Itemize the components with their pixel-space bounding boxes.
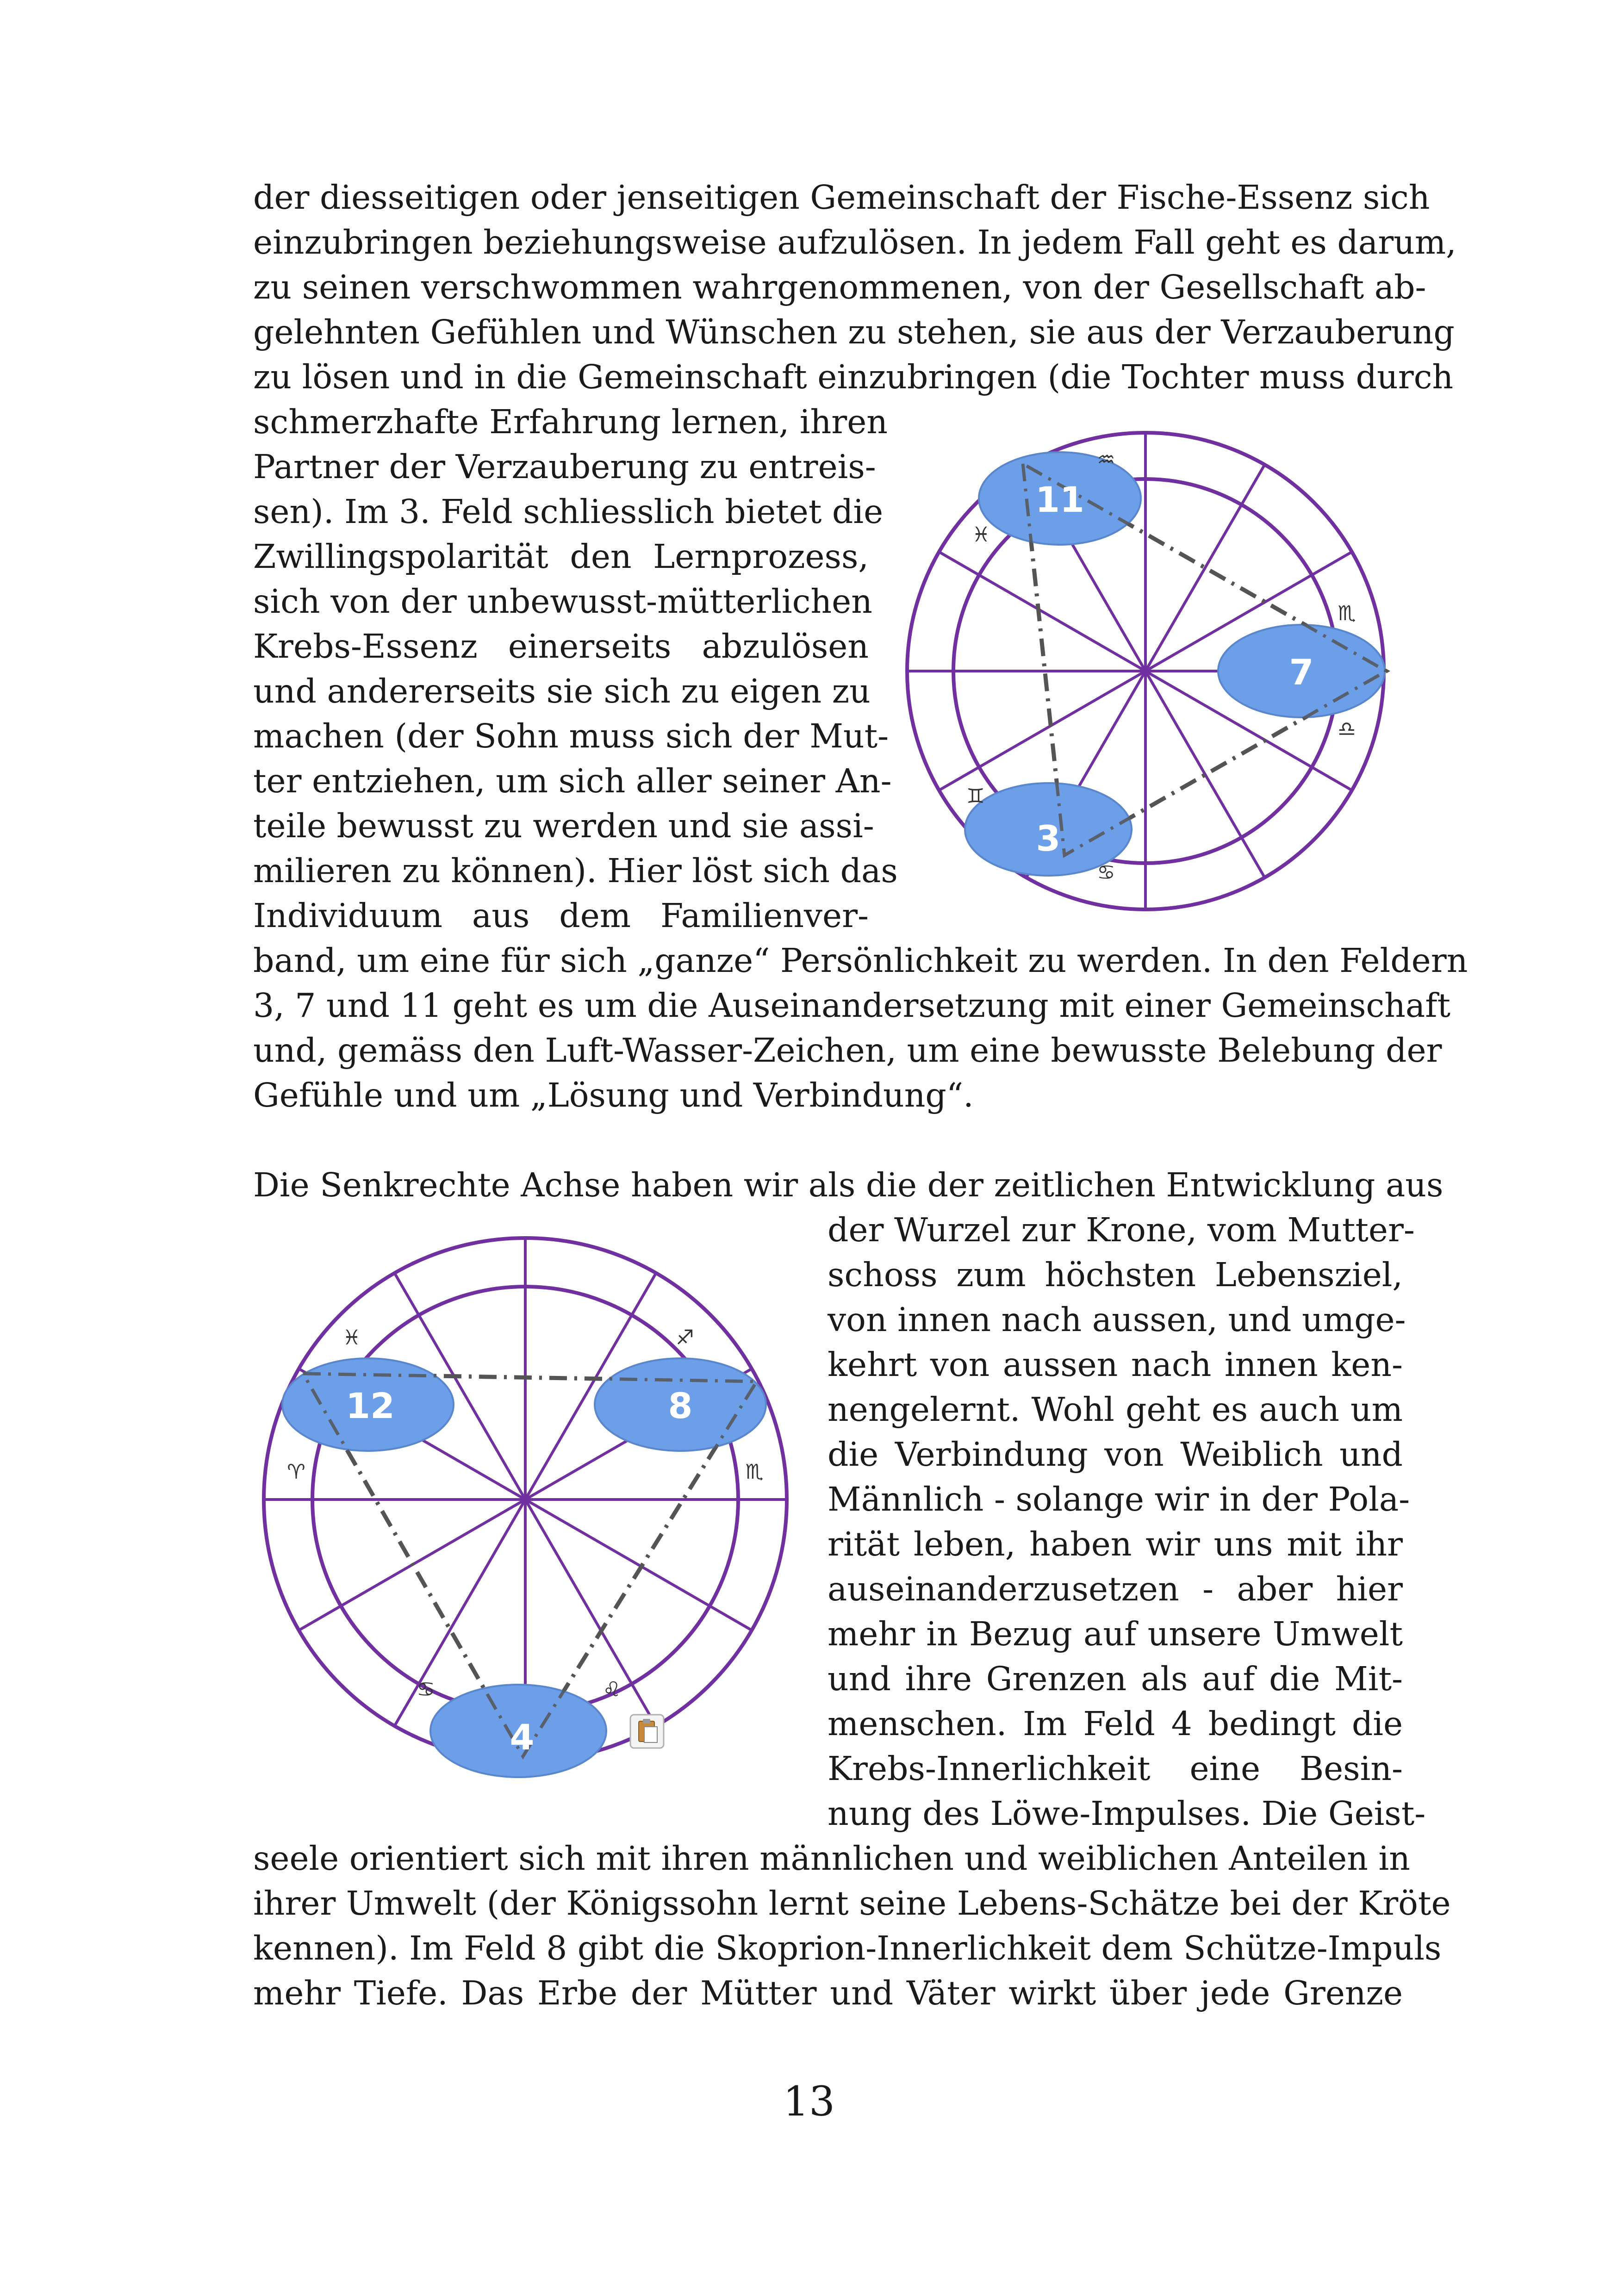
house-divider-line	[525, 1500, 752, 1630]
text-line: sich von der unbewusst-mütterlichen	[253, 582, 872, 621]
text-line: Krebs-Essenz einerseits abzulösen	[253, 627, 869, 666]
text-line: ihrer Umwelt (der Königssohn lernt seine Lebens-Schätze bei der Kröte	[253, 1884, 1451, 1923]
text-line: kehrt von aussen nach innen ken-	[828, 1345, 1403, 1384]
house-number-12: 12	[346, 1385, 395, 1426]
text-line: und andererseits sie sich zu eigen zu	[253, 672, 871, 710]
house-number-8: 8	[668, 1385, 693, 1426]
house-number-11: 11	[1035, 479, 1084, 520]
pisces-sign-icon: ♓	[972, 523, 990, 547]
cancer-sign-icon: ♋	[417, 1678, 435, 1701]
house-wheel-diagram-2	[259, 1226, 796, 1763]
text-line: die Verbindung von Weiblich und	[828, 1435, 1403, 1474]
text-line: mehr in Bezug auf unsere Umwelt	[828, 1615, 1403, 1653]
text-line: band, um eine für sich „ganze“ Persönlichkeit zu werden. In den Feldern	[253, 941, 1468, 980]
text-line: gelehnten Gefühlen und Wünschen zu stehen, sie aus der Verzauberung	[253, 313, 1455, 351]
text-line: und ihre Grenzen als auf die Mit-	[828, 1660, 1403, 1698]
text-line: Krebs-Innerlichkeit eine Besin-	[828, 1749, 1403, 1788]
text-line: milieren zu können). Hier löst sich das	[253, 852, 898, 890]
clipboard-icon[interactable]	[629, 1714, 665, 1749]
text-line: schoss zum höchsten Lebensziel,	[828, 1256, 1403, 1294]
text-line: Partner der Verzauberung zu entreis-	[253, 448, 876, 486]
text-line: Zwillingspolarität den Lernprozess,	[253, 537, 869, 576]
text-line: nengelernt. Wohl geht es auch um	[828, 1390, 1403, 1429]
text-line: und, gemäss den Luft-Wasser-Zeichen, um eine bewusste Belebung der	[253, 1031, 1442, 1070]
scorpio-sign-icon: ♏	[1338, 602, 1356, 625]
text-line: rität leben, haben wir uns mit ihr	[828, 1525, 1403, 1563]
text-line: zu lösen und in die Gemeinschaft einzubringen (die Tochter muss durch	[253, 358, 1454, 396]
text-line: teile bewusst zu werden und sie assi-	[253, 807, 874, 845]
text-line: zu seinen verschwommen wahrgenommenen, von der Gesellschaft ab-	[253, 268, 1426, 306]
gemini-sign-icon: ♊	[966, 784, 985, 808]
cancer-sign-icon: ♋	[1097, 861, 1115, 884]
house-number-7: 7	[1289, 652, 1314, 693]
libra-sign-icon: ♎	[1338, 717, 1356, 741]
text-line: 3, 7 und 11 geht es um die Auseinandersetzung mit einer Gemeinschaft	[253, 986, 1451, 1025]
sagittarius-sign-icon: ♐	[676, 1326, 694, 1350]
text-line: Gefühle und um „Lösung und Verbindung“.	[253, 1076, 974, 1114]
pisces-sign-icon: ♓	[342, 1326, 361, 1350]
text-line: menschen. Im Feld 4 bedingt die	[828, 1705, 1403, 1743]
text-line: Männlich - solange wir in der Pola-	[828, 1480, 1410, 1518]
text-line: machen (der Sohn muss sich der Mut-	[253, 717, 889, 755]
house-number-4: 4	[510, 1717, 535, 1758]
text-line: der Wurzel zur Krone, vom Mutter-	[828, 1211, 1415, 1249]
scorpio-sign-icon: ♏	[745, 1460, 764, 1484]
text-line: ter entziehen, um sich aller seiner An-	[253, 762, 892, 800]
text-line: nung des Löwe-Impulses. Die Geist-	[828, 1794, 1426, 1833]
text-line: der diesseitigen oder jenseitigen Gemeinschaft der Fische-Essenz sich	[253, 178, 1430, 217]
text-line: Individuum aus dem Familienver-	[253, 896, 869, 935]
text-line: einzubringen beziehungsweise aufzulösen. In jedem Fall geht es darum,	[253, 223, 1456, 261]
text-line: schmerzhafte Erfahrung lernen, ihren	[253, 403, 888, 441]
text-line: auseinanderzusetzen - aber hier	[828, 1570, 1403, 1608]
aries-sign-icon: ♈	[287, 1460, 305, 1484]
text-line: kennen). Im Feld 8 gibt die Skoprion-Innerlichkeit dem Schütze-Impuls	[253, 1929, 1442, 1967]
wheel-lines	[264, 1238, 787, 1761]
house-divider-line	[939, 671, 1145, 790]
leo-sign-icon: ♌	[603, 1678, 621, 1701]
house-number-3: 3	[1036, 818, 1061, 859]
text-line: Die Senkrechte Achse haben wir als die der zeitlichen Entwicklung aus	[253, 1166, 1444, 1204]
house-wheel-diagram-1	[893, 417, 1425, 949]
text-line: mehr Tiefe. Das Erbe der Mütter und Väter wirkt über jede Grenze	[253, 1974, 1403, 2012]
text-line: seele orientiert sich mit ihren männlichen und weiblichen Anteilen in	[253, 1839, 1410, 1878]
text-line: sen). Im 3. Feld schliesslich bietet die	[253, 492, 884, 531]
page-number: 13	[783, 2078, 835, 2125]
aquarius-sign-icon: ♒	[1097, 448, 1115, 472]
text-line: von innen nach aussen, und umge-	[828, 1300, 1406, 1339]
